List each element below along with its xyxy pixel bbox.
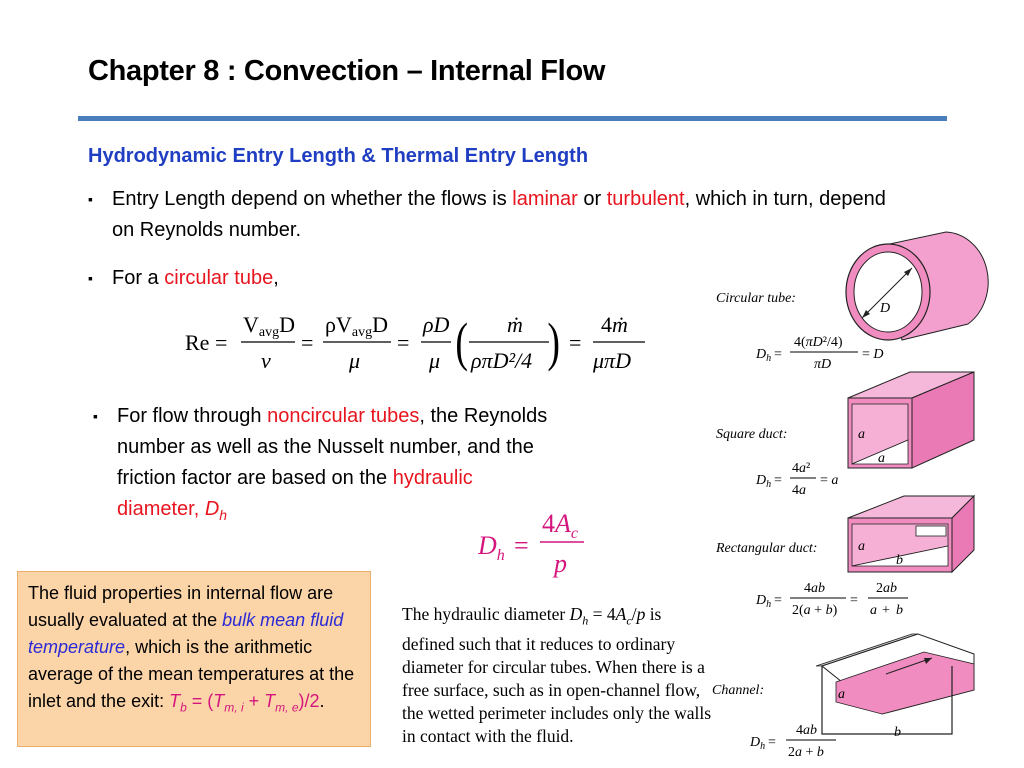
figure-caption: The hydraulic diameter $D_h = 4A_c/p$ is defined such that it reduces to ordinary diameter for circular tubes. When there is a free surface, such as in open-channel flow, the wetted perimeter includes only the walls in contact with the fluid. (402, 604, 712, 746)
svg-text:4a: 4a (792, 483, 806, 498)
svg-text:πD: πD (814, 357, 832, 372)
svg-text:b: b (896, 603, 903, 618)
svg-text:Dh: $D_h$ (478, 531, 505, 564)
bullet-text: For flow through (117, 405, 268, 427)
bulk-temperature-formula: $T_b = (T_{m, i} + T_{m, e})/2$ (169, 691, 320, 715)
svg-text:ρVavgD: ρVavgD (325, 312, 388, 340)
bullet-circular-tube (88, 263, 512, 294)
svg-text:ρπD²/4: ρπD²/4 (471, 348, 533, 373)
svg-text:Dh: $D_h$ (756, 347, 772, 364)
svg-text:=: = (301, 330, 314, 355)
slide-title: Chapter 8 : Convection – Internal Flow (88, 55, 606, 87)
svg-text:=: = (774, 347, 782, 362)
hydraulic-diameter-highlight: hydraulic diameter, (117, 467, 473, 520)
turbulent-highlight: turbulent (606, 188, 685, 210)
bullet-text: , which in turn, depend on Reynolds number. (112, 188, 886, 241)
svg-text:p: p (554, 549, 567, 578)
svg-text:= D: = D (862, 347, 884, 362)
bullet-text: Entry Length depend on whether the flows is (112, 188, 513, 210)
note-text: , which is the arithmetic average of the mean temperatures at the inlet and the exit: (28, 637, 355, 711)
channel-dim-a: a (838, 687, 845, 702)
svg-text:=: = (774, 473, 782, 488)
svg-text:(: ( (455, 312, 468, 373)
noncircular-highlight: noncircular tubes (267, 405, 420, 427)
laminar-highlight: laminar (512, 188, 578, 210)
square-dim-a-horizontal: a (878, 451, 885, 466)
svg-text:Dh: $D_h$ (756, 473, 772, 490)
svg-text:): ) (547, 312, 560, 373)
svg-text:=: = (397, 330, 410, 355)
note-text: The fluid properties in internal flow are usually evaluated at the (28, 583, 334, 630)
note-text: . (319, 691, 325, 711)
svg-text:=: = (768, 735, 776, 750)
svg-text:Dh: $D_h$ (750, 735, 766, 752)
bullet-text: For a (112, 267, 165, 289)
svg-text:Dh: $D_h$ (756, 593, 772, 610)
square-duct-label: Square duct: (716, 427, 788, 442)
svg-text:ρD: ρD (423, 312, 450, 337)
rectangular-dh-equation (755, 581, 908, 618)
svg-text:μπD: μπD (593, 348, 631, 373)
svg-text:4Ac: $4A_c$ (542, 509, 578, 542)
reynolds-equation (185, 306, 655, 382)
svg-text:a: a (870, 603, 877, 618)
bullet-text: , (273, 267, 279, 289)
circular-tube-drawing (846, 232, 988, 340)
bulk-temperature-note (17, 571, 371, 747)
section-subtitle: Hydrodynamic Entry Length & Thermal Entry Length (88, 145, 589, 167)
bulk-temperature-highlight: bulk mean fluid temperature (28, 610, 344, 657)
channel-dh-equation (749, 723, 836, 760)
svg-text:μ: μ (429, 348, 441, 373)
title-divider (78, 116, 947, 121)
hydraulic-diameter-equation (478, 508, 588, 580)
circular-tube-label: Circular tube: (716, 291, 796, 306)
bullet-marker: ▪ (93, 408, 98, 424)
bullet-text: , the Reynolds number as well as the Nusselt number, and the friction factor are based on the (117, 405, 548, 489)
dh-symbol: $D_h$ (204, 498, 228, 523)
svg-text:ν: ν (261, 348, 271, 373)
svg-text:4ab: 4ab (796, 723, 817, 738)
svg-text:4ṁ: 4ṁ (601, 312, 628, 337)
bullet-marker: ▪ (88, 270, 93, 286)
circular-dim-label: D (880, 301, 891, 316)
svg-text:2(a + b): 2(a + b) (792, 603, 838, 618)
square-duct-drawing (848, 372, 974, 468)
square-dh-equation (755, 461, 838, 498)
rect-dim-a: a (858, 539, 865, 554)
svg-text:Re =: Re = (185, 330, 228, 355)
bullet-marker: ▪ (88, 191, 93, 207)
svg-text:4(πD²/4): 4(πD²/4) (794, 335, 843, 350)
svg-text:=: = (850, 593, 858, 608)
svg-text:=: = (569, 330, 582, 355)
channel-drawing (816, 634, 974, 734)
duct-cross-sections-figure (706, 228, 1024, 768)
square-dim-a-vertical: a (858, 427, 865, 442)
circular-tube-highlight: circular tube (164, 267, 274, 289)
svg-text:4ab: 4ab (804, 581, 825, 596)
rect-dim-b: b (896, 553, 903, 568)
svg-text:2ab: 2ab (876, 581, 897, 596)
circular-dh-equation (755, 335, 884, 372)
rectangular-duct-drawing (848, 496, 974, 572)
svg-text:μ: μ (349, 348, 361, 373)
svg-text:=: = (514, 531, 529, 560)
svg-text:= a: = a (820, 473, 839, 488)
svg-text:VavgD: VavgD (243, 312, 295, 340)
svg-text:=: = (774, 593, 782, 608)
bullet-text: or (577, 188, 607, 210)
rectangular-duct-label: Rectangular duct: (716, 541, 818, 556)
svg-text:+: + (882, 603, 890, 618)
svg-text:2a + b: 2a + b (788, 745, 824, 760)
channel-dim-b: b (894, 725, 901, 740)
channel-label: Channel: (712, 683, 765, 698)
svg-text:ṁ: ṁ (507, 312, 523, 337)
svg-text:4a²: 4a² (792, 461, 811, 476)
